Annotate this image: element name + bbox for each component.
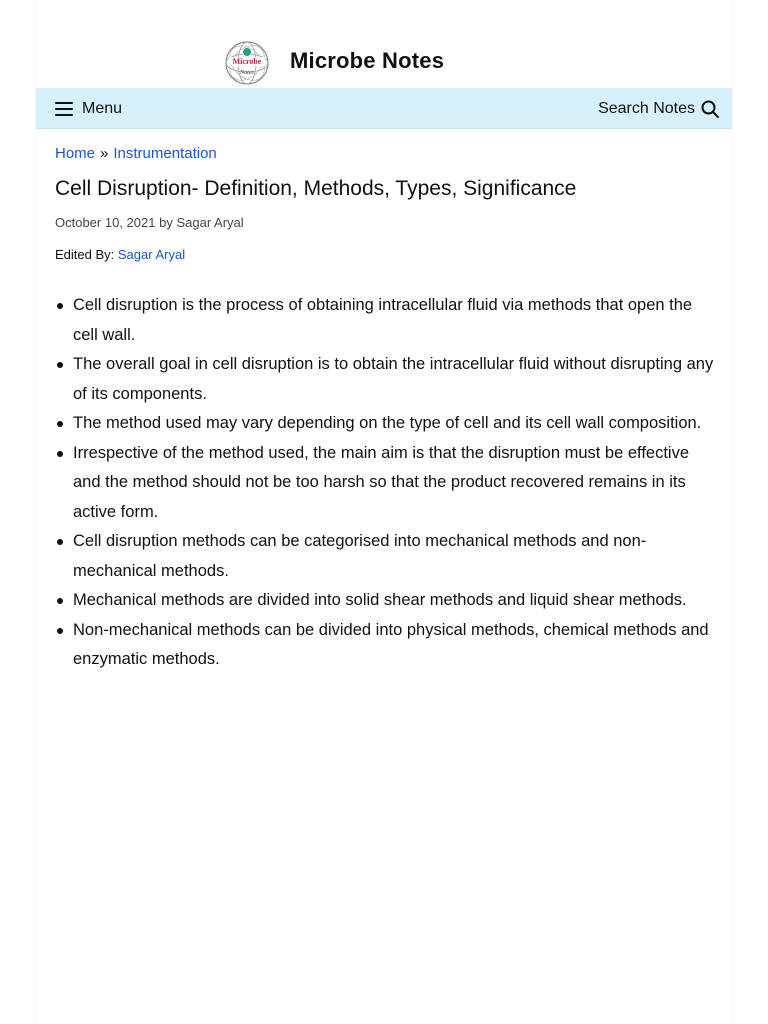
list-item: Cell disruption is the process of obtaining intracellular fluid via methods that open the cell wall. — [55, 291, 715, 350]
search-icon — [701, 100, 719, 118]
list-item: The method used may vary depending on the type of cell and its cell wall composition. — [55, 409, 715, 439]
menu-button[interactable] — [55, 98, 122, 120]
list-item: Cell disruption methods can be categorised into mechanical methods and non-mechanical methods. — [55, 527, 715, 586]
svg-text:Microbe: Microbe — [232, 57, 262, 66]
article-meta — [55, 215, 244, 230]
breadcrumb-home-link[interactable]: Home — [55, 145, 96, 162]
meta-by: by — [159, 215, 173, 230]
search-notes-button[interactable] — [598, 98, 719, 120]
breadcrumb-separator: » — [100, 145, 109, 162]
list-item: Irrespective of the method used, the main aim is that the disruption must be effective and the method should not be too harsh so that the product recovered remains in its active form. — [55, 439, 715, 528]
intro-bullet-list — [55, 291, 715, 675]
breadcrumb-category-link[interactable]: Instrumentation — [113, 145, 217, 162]
page-container — [36, 0, 732, 1024]
list-item: Mechanical methods are divided into solid shear methods and liquid shear methods. — [55, 586, 715, 616]
author-name: Sagar Aryal — [176, 215, 244, 230]
search-label: Search Notes — [598, 100, 695, 117]
microbe-notes-logo[interactable] — [224, 40, 270, 86]
hamburger-menu-icon — [55, 102, 73, 116]
edited-by-label: Edited By: — [55, 247, 115, 262]
site-title[interactable]: Microbe Notes — [290, 48, 445, 73]
edited-by — [55, 247, 185, 262]
svg-text:Notes: Notes — [240, 70, 254, 76]
menu-label: Menu — [82, 100, 123, 117]
article-title: Cell Disruption- Definition, Methods, Types, Significance — [55, 177, 577, 200]
site-header — [36, 36, 732, 88]
breadcrumb — [55, 145, 217, 162]
list-item: Non-mechanical methods can be divided into physical methods, chemical methods and enzymatic methods. — [55, 616, 715, 675]
editor-link[interactable]: Sagar Aryal — [117, 247, 186, 262]
publish-date: October 10, 2021 — [55, 215, 156, 230]
list-item: The overall goal in cell disruption is to obtain the intracellular fluid without disrupting any of its components. — [55, 350, 715, 409]
main-navbar — [36, 88, 732, 129]
